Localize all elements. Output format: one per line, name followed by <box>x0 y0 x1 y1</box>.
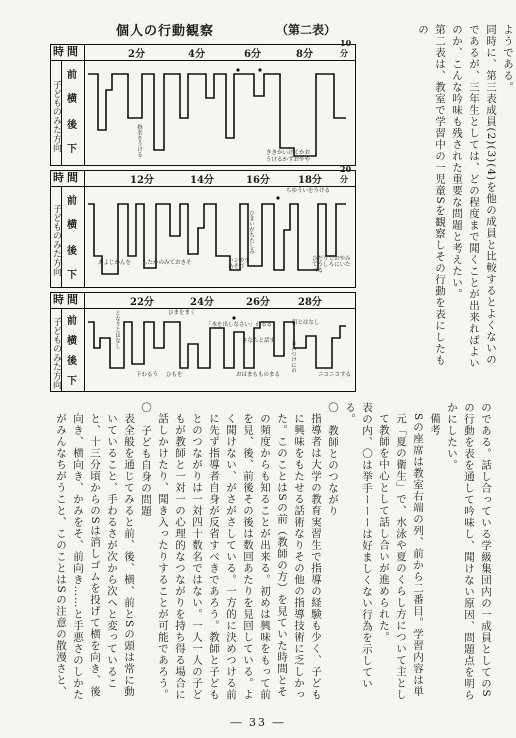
annotation: ききかいけてかお <box>266 150 311 156</box>
tick-label: 6分 <box>244 49 261 60</box>
text-paragraph: 指導者は大学の教育実習生で指導の経験も少く、子どもに興味をもたせる話術なりその他の指導技術に乏しかった。このことはSの前（教師の方）を見ていた時間とその頻度からも知ることが出来る。初めは興味をもって前を見、後、前後その後は数回あたりを見回している。よく聞けない、がさがさしている。一方的に決めつける前に先ず指導者自身が反省すべきであろう。教師と子どもとのつながりは一対四十数名ではない。一人一人の子どもが教師と一対一の心理的なつながりを持ち得る場合に話しかけたり、聞き入ったりすることが可能であろう。 <box>157 412 322 700</box>
annotation: ちゆういをうける <box>286 188 331 194</box>
text-paragraph: 同時に、第三表成員(2)(3)(4)を他の成員と比較するとよくないのであるが、三年生としては、どの程度まで聞くことが出来ればよいのか、こんな吟味も残された重要な問題と考えたい。 <box>451 24 497 369</box>
annotation: さならと話す <box>242 338 276 344</box>
text-paragraph: 表の内、〇は挙手ーーーは好ましくない行為を示している。 <box>344 402 373 690</box>
annotation: おみつけにの <box>290 340 296 373</box>
section-heading: 備考 <box>429 412 441 436</box>
annotation: ニコニコする <box>318 372 352 378</box>
direction-column <box>62 60 85 166</box>
direction-side: 横 <box>67 220 77 231</box>
tick-label: 10分 <box>340 38 352 58</box>
direction-axis-label: 子どものみた方向 <box>50 60 62 166</box>
behavior-trace-1 <box>84 60 354 164</box>
tick-label: 24分 <box>190 297 214 308</box>
time-row <box>50 164 356 187</box>
observation-panel-2 <box>50 164 356 288</box>
time-row <box>50 292 356 309</box>
time-row <box>50 38 356 61</box>
annotation: もたかのみておきそ <box>142 260 192 266</box>
annotation: おはまもものまる <box>236 372 281 378</box>
direction-down: 下 <box>67 144 77 155</box>
section-heading: 〇 教師とのつながり <box>327 402 339 517</box>
annotation: となりとはなし <box>114 310 120 349</box>
tick-label: 2分 <box>128 49 145 60</box>
annotation: 下わるう <box>136 372 159 378</box>
text-paragraph: 表全般を通じてみると前、後、横、前とSの頭は常に動いていること、手わるさが次から次へと変っていること、十三分頃からのSは消しゴムを投げて横を向き、後向き、横向き、かみをそ、前向き……と手悪さのしかたがみんなちがうこと、このことはSの注意の散漫さと、 <box>55 412 135 700</box>
tick-label: 22分 <box>130 297 154 308</box>
section-heading: 〇 子ども自身の問題 <box>140 402 152 517</box>
text-paragraph: ようである。 <box>502 24 514 93</box>
direction-front: 前 <box>67 196 77 207</box>
direction-column <box>62 308 85 392</box>
top-right-text-block <box>366 24 516 370</box>
time-label: 時間 <box>50 292 85 308</box>
text-paragraph: のである。話し合っている学級集団内の一成員としてのSの行動を表を通して吟味し、聞けない原因、問題点を明らかにしたい。 <box>446 402 492 701</box>
tick-label: 16分 <box>246 175 270 186</box>
annotation: ひまをまく <box>168 310 196 316</box>
direction-back: 後 <box>67 246 77 257</box>
annotation: あよじかんを <box>98 260 132 266</box>
time-label: 時間 <box>50 44 85 60</box>
observation-panel-1 <box>50 38 356 166</box>
behavior-observation-figure <box>40 20 358 392</box>
annotation: ひだりでおやみてうしろにいたべる <box>312 256 351 274</box>
direction-down: 下 <box>67 270 77 281</box>
tick-label: 20分 <box>340 164 352 184</box>
tick-label: 18分 <box>298 175 322 186</box>
direction-back: 後 <box>67 356 77 367</box>
tick-label: 12分 <box>130 175 154 186</box>
direction-front: 前 <box>67 316 77 327</box>
tick-label: 4分 <box>188 49 205 60</box>
direction-column <box>62 186 85 288</box>
direction-axis-label: 子どものみた方向 <box>50 308 62 392</box>
annotation: うけるかずおやや <box>266 157 311 163</box>
text-paragraph: 第二表は、教室で学習中の一児童Sを観察しその行動を表にしたもの <box>417 24 446 366</box>
direction-side: 横 <box>67 336 77 347</box>
direction-back: 後 <box>67 120 77 131</box>
figure-title: 個人の行動観察 <box>116 24 215 39</box>
tick-label: 14分 <box>190 175 214 186</box>
annotation: 鉛とはなし <box>292 320 320 326</box>
annotation: ハンカチあそび <box>228 258 251 270</box>
annotation: 「本を出しなさい」わるる <box>206 322 273 328</box>
tick-label: 26分 <box>246 297 270 308</box>
annotation: ひもを <box>166 372 183 378</box>
annotation: ひきいがちたしみ <box>248 210 254 254</box>
page-number: ― 33 ― <box>230 716 286 729</box>
figure-subtitle: （第二表） <box>276 23 337 37</box>
annotation: 指名をうける <box>136 124 142 157</box>
text-paragraph: Sの座席は教室右端の列、前から二番目。学習内容は単元「夏の衛生」で、水泳や夏のくらし方について主として教師を中心として話し合いが進められた。 <box>378 412 424 700</box>
time-label: 時間 <box>50 170 85 186</box>
tick-label: 8分 <box>296 49 313 60</box>
direction-side: 横 <box>67 94 77 105</box>
tick-label: 28分 <box>298 297 322 308</box>
bottom-text-block <box>30 402 494 702</box>
observation-panel-3 <box>50 292 356 392</box>
direction-front: 前 <box>67 70 77 81</box>
direction-down: 下 <box>67 376 77 387</box>
direction-axis-label: 子どものみた方向 <box>50 186 62 288</box>
